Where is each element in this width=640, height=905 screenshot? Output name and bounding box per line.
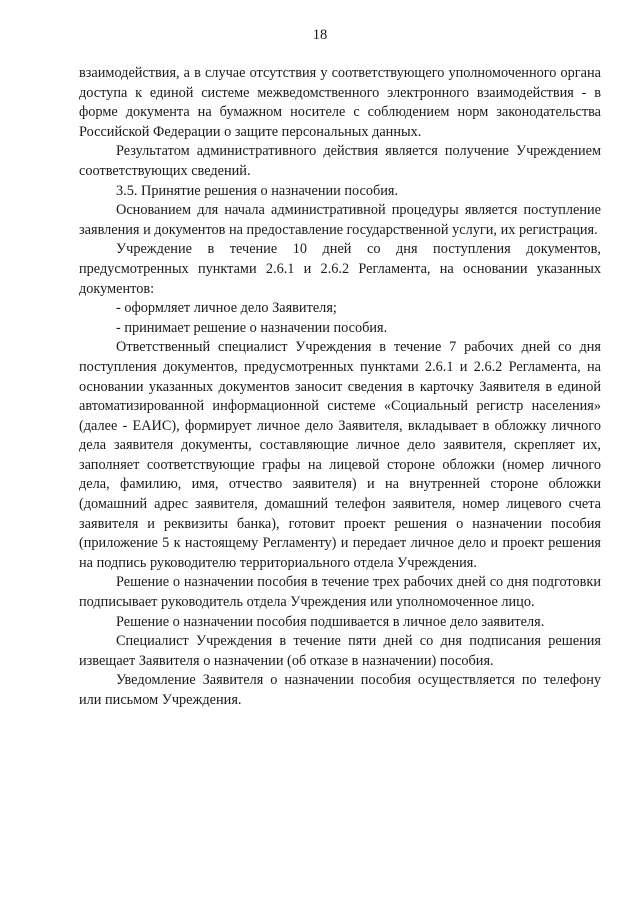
document-body [79, 64, 601, 711]
paragraph-interaction-continuation: взаимодействия, а в случае отсутствия у соответствующего уполномоченного органа доступа к единой системе межведомственного электронного взаимодействия - в форме документа на бумажном носителе с соблюдением норм законодательства Российской Федерации о защите персональных данных. [79, 65, 601, 140]
paragraph-notification-method: Уведомление Заявителя о назначении пособия осуществляется по телефону или письмом Учреждения. [79, 672, 601, 708]
page-number: 18 [312, 27, 328, 43]
list-item-decision: - принимает решение о назначении пособия. [116, 319, 388, 336]
paragraph-procedure-basis: Основанием для начала административной процедуры является поступление заявления и документов на предоставление государственной услуги, их регистрация. [79, 202, 601, 238]
paragraph-specialist-duties: Ответственный специалист Учреждения в течение 7 рабочих дней со дня поступления документов, предусмотренных пунктами 2.6.1 и 2.6.2 Регламента, на основании указанных документов заносит сведения в карточку Заявителя в единой автоматизированной информационной системе «Социальный регистр населения» (далее - ЕАИС), формирует личное дело Заявителя, вкладывает в обложку личного дела заявителя документы, составляющие личное дело заявителя, скрепляет их, заполняет соответствующие графы на лицевой стороне обложки (номер личного дела, фамилию, имя, отчество заявителя) и на внутренней стороне обложки (домашний адрес заявителя, домашний телефон заявителя, номер лицевого счета заявителя и реквизиты банка), готовит проект решения о назначении пособия (приложение 5 к настоящему Регламенту) и передает личное дело и проект решения на подпись руководителю территориального отдела Учреждения. [79, 339, 601, 571]
list-item-personal-file: - оформляет личное дело Заявителя; [116, 300, 337, 317]
paragraph-decision-signing: Решение о назначении пособия в течение трех рабочих дней со дня подготовки подписывает руководитель отдела Учреждения или уполномоченное лицо. [79, 574, 601, 611]
paragraph-institution-deadline: Учреждение в течение 10 дней со дня поступления документов, предусмотренных пунктами 2.6.1 и 2.6.2 Регламента, на основании указанных документов: [79, 241, 601, 297]
paragraph-decision-filing: Решение о назначении пособия подшивается в личное дело заявителя. [116, 613, 545, 630]
section-heading-3-5: 3.5. Принятие решения о назначении пособия. [116, 182, 399, 199]
paragraph-action-result: Результатом административного действия является получение Учреждением соответствующих сведений. [79, 143, 601, 179]
paragraph-applicant-notice: Специалист Учреждения в течение пяти дней со дня подписания решения извещает Заявителя о назначении (об отказе в назначении) пособия. [79, 633, 601, 669]
